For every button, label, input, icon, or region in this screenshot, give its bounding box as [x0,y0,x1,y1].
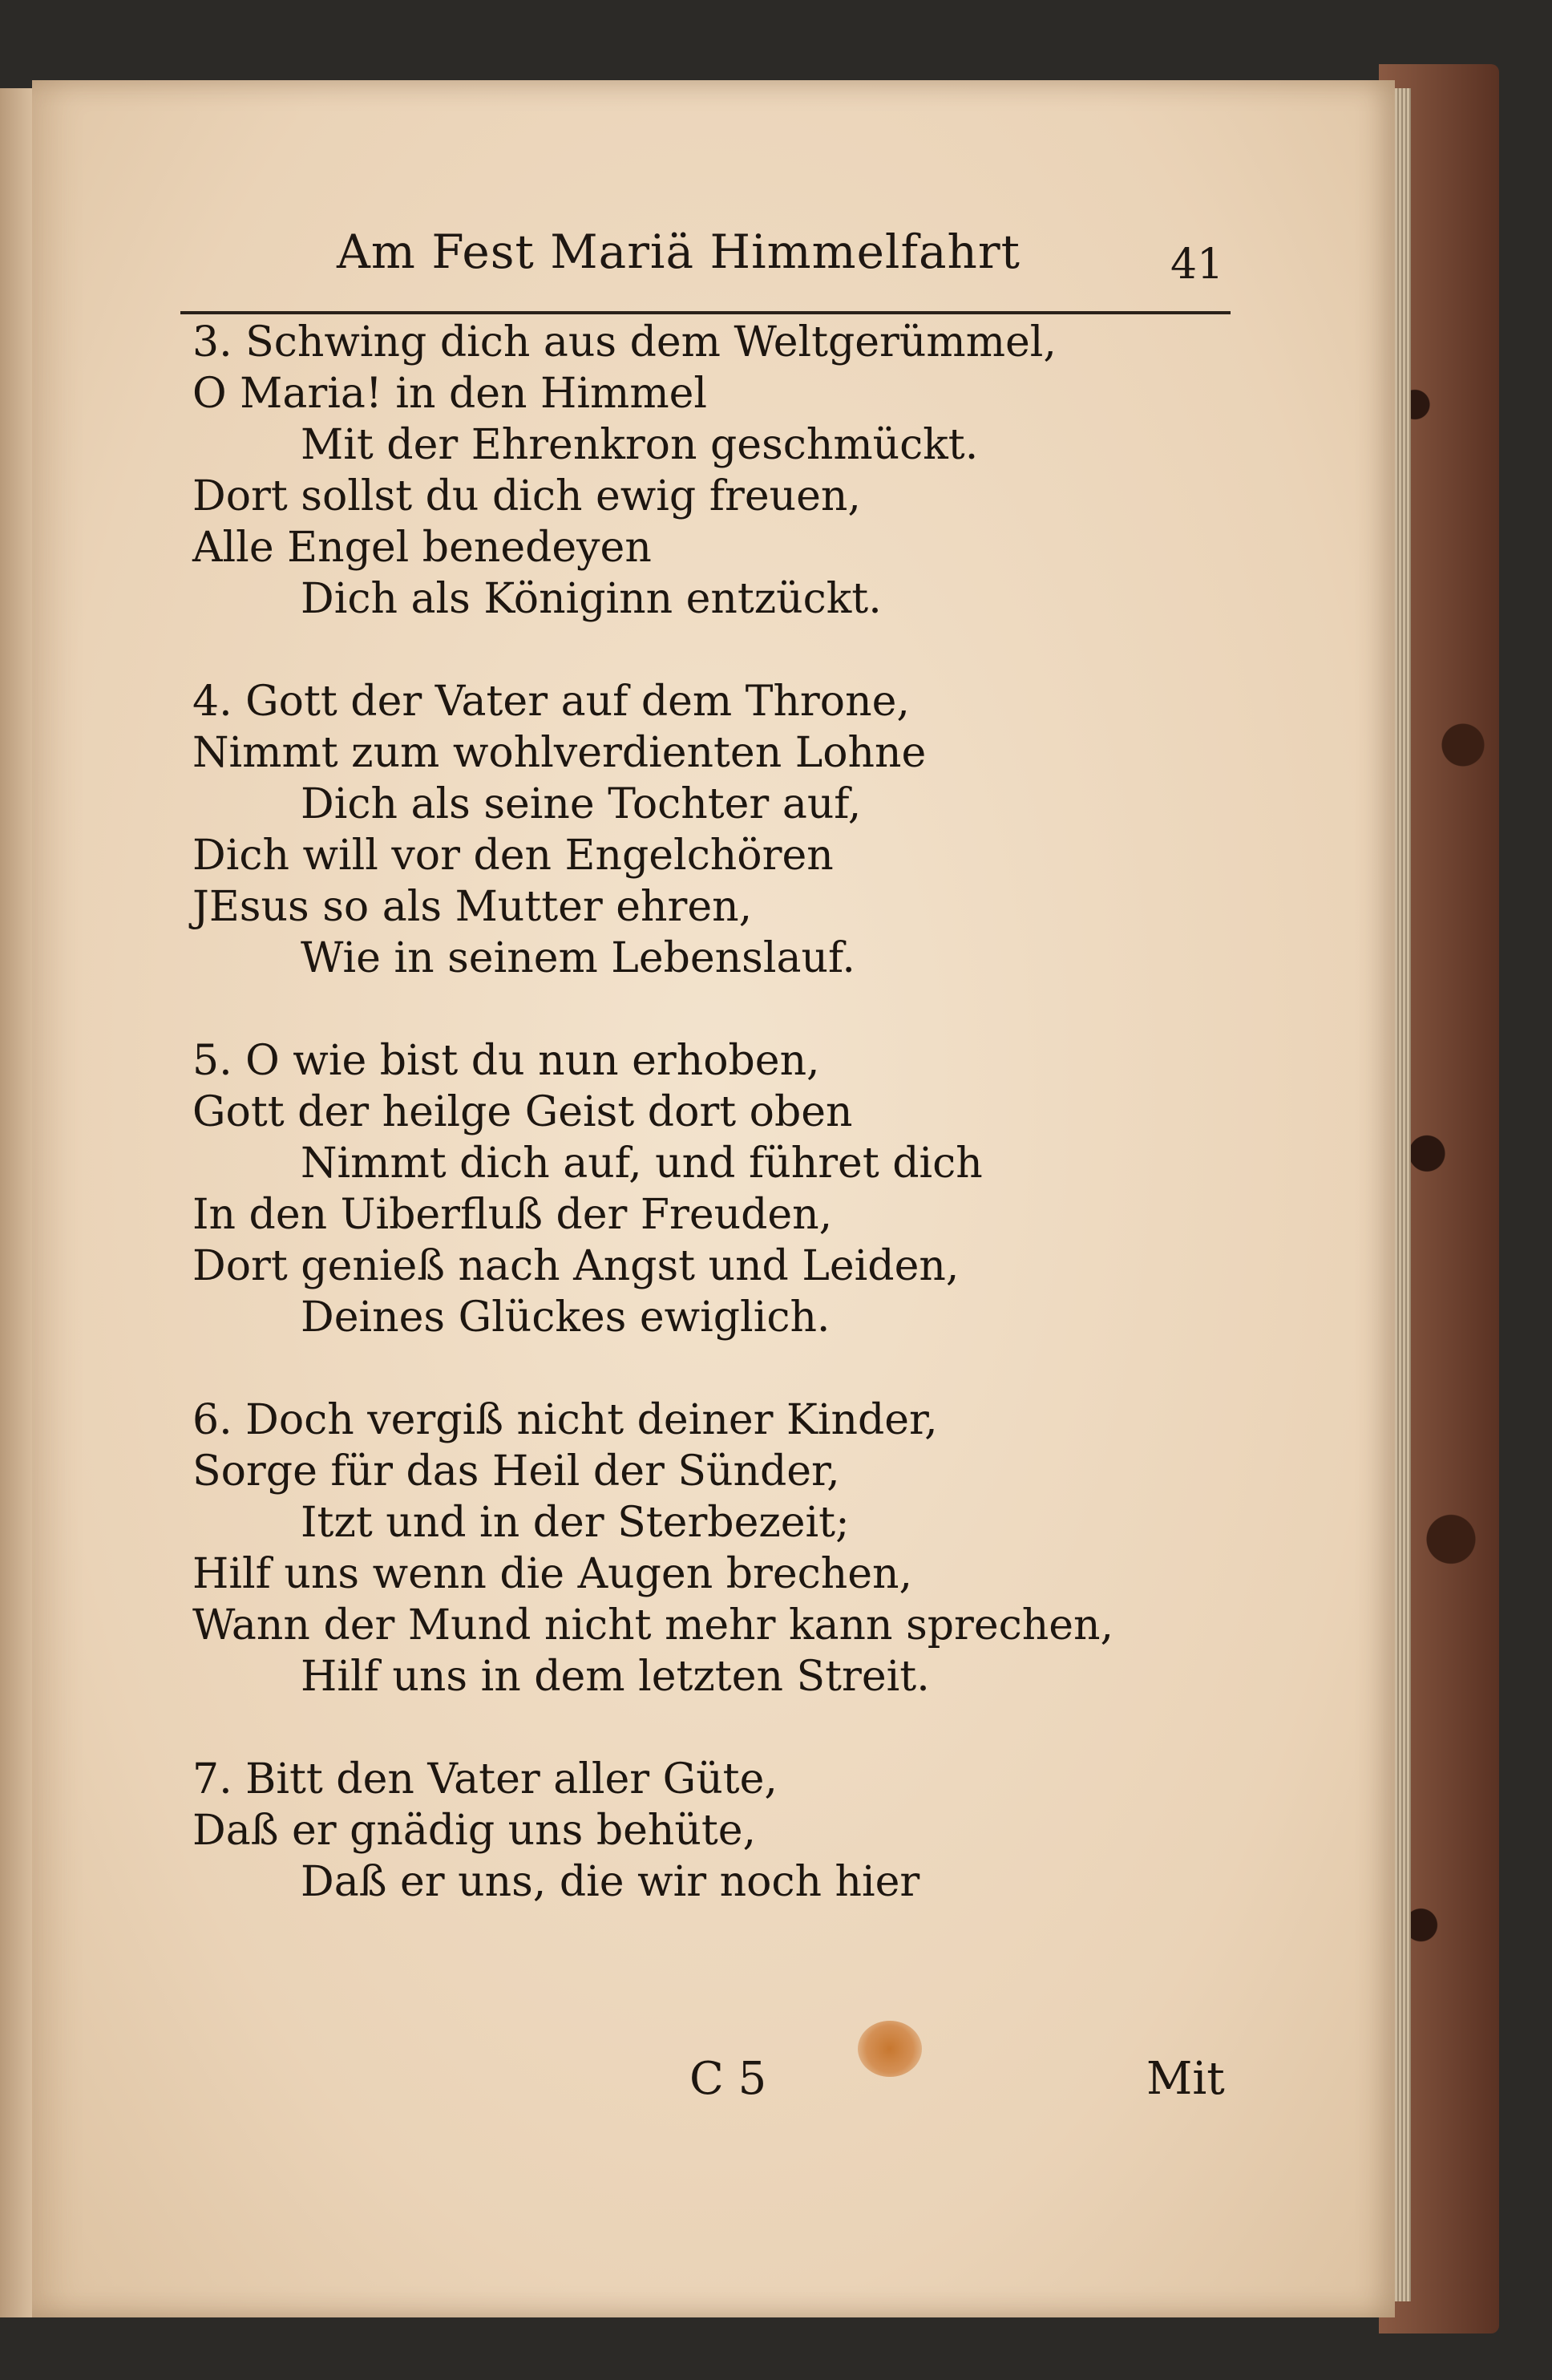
verse-line: Alle Engel benedeyen [192,524,652,572]
verse-line: 5. O wie bist du nun erhoben, [192,1037,820,1085]
verse-line: Mit der Ehrenkron geschmückt. [301,421,979,469]
signature-mark: C 5 [689,2053,767,2105]
ink-stain [858,2021,922,2077]
verse-line: 3. Schwing dich aus dem Weltgerümmel, [192,318,1057,366]
catchword: Mit [1146,2053,1225,2105]
verse-line: O Maria! in den Himmel [192,370,708,418]
verse-line: 6. Doch vergiß nicht deiner Kinder, [192,1396,938,1444]
verse-line: Dich will vor den Engelchören [192,832,834,880]
verse-line: Dich als seine Tochter auf, [301,780,862,828]
verse-line: JEsus so als Mutter ehren, [192,883,753,931]
verse-line: Sorge für das Heil der Sünder, [192,1447,840,1496]
verse-line: Dort genieß nach Angst und Leiden, [192,1242,960,1290]
stanza-3 [192,317,1251,625]
stanza-7 [192,1754,1251,1908]
verse-line: Dort sollst du dich ewig freuen, [192,472,861,520]
stanza-6 [192,1394,1251,1702]
verse-line: Itzt und in der Sterbezeit; [301,1499,850,1547]
verse-line: Nimmt zum wohlverdienten Lohne [192,729,927,777]
page-number: 41 [1170,241,1224,289]
verse-line: Hilf uns wenn die Augen brechen, [192,1550,913,1598]
verse-line: Hilf uns in dem letzten Streit. [301,1653,930,1701]
verse-line: Nimmt dich auf, und führet dich [301,1139,983,1188]
verse-line: Dich als Königinn entzückt. [301,575,882,623]
verse-line: Gott der heilge Geist dort oben [192,1088,853,1136]
stanza-5 [192,1035,1251,1343]
running-head: Am Fest Mariä Himmelfahrt [337,225,1021,279]
verse-line: Deines Glückes ewiglich. [301,1293,831,1342]
header-rule [180,311,1231,314]
verse-line: 4. Gott der Vater auf dem Throne, [192,678,910,726]
verse-line: 7. Bitt den Vater aller Güte, [192,1755,778,1803]
verse-line: Wann der Mund nicht mehr kann sprechen, [192,1601,1114,1649]
stanza-4 [192,676,1251,984]
verse-line: Wie in seinem Lebenslauf. [301,934,855,982]
verse-line: Daß er uns, die wir noch hier [301,1858,920,1906]
hymn-text [192,317,1251,1959]
verse-line: In den Uiberfluß der Freuden, [192,1191,833,1239]
verse-line: Daß er gnädig uns behüte, [192,1807,757,1855]
